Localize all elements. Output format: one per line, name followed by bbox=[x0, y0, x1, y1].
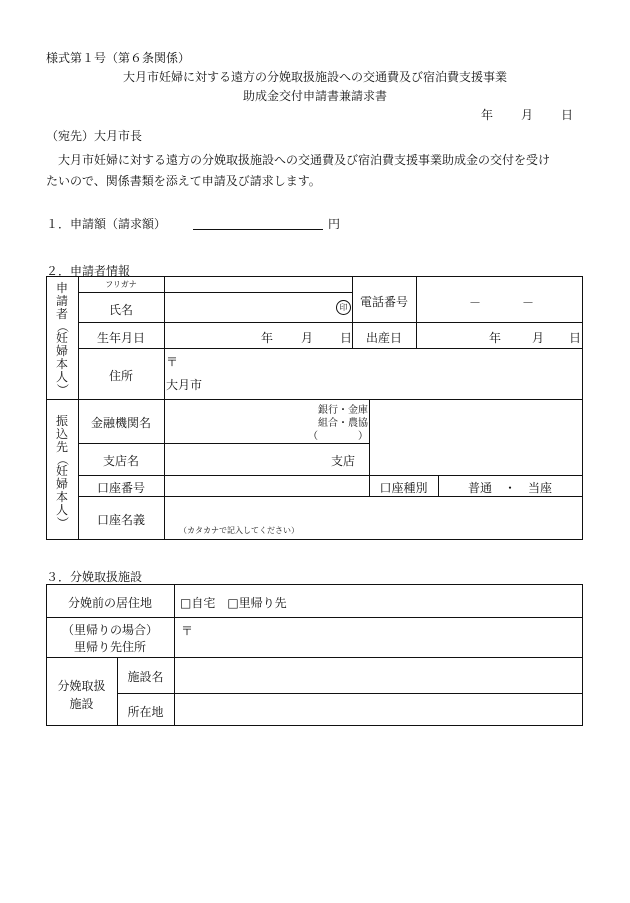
section3-label: ３．分娩取扱施設 bbox=[46, 570, 143, 584]
birthdate-label: 生年月日 bbox=[96, 331, 145, 345]
section2-label: ２．申請者情報 bbox=[46, 264, 131, 278]
bank-types-line3: （ ） bbox=[308, 431, 368, 442]
amount-unit: 円 bbox=[328, 217, 341, 231]
account-holder-input[interactable] bbox=[165, 497, 582, 539]
address-label: 住所 bbox=[108, 369, 133, 383]
amount-input[interactable] bbox=[193, 212, 323, 230]
date-month-label: 月 bbox=[521, 108, 534, 122]
form-title-line1: 大月市妊婦に対する遠方の分娩取扱施設への交通費及び宿泊費支援事業 bbox=[122, 70, 507, 84]
name-label: 氏名 bbox=[108, 303, 133, 317]
date-day-label: 日 bbox=[561, 108, 574, 122]
birthdate-input[interactable] bbox=[165, 323, 351, 347]
furigana-input[interactable] bbox=[165, 277, 351, 291]
phone-label: 電話番号 bbox=[359, 295, 408, 309]
facility-location-input[interactable] bbox=[175, 694, 582, 725]
hometown-label-line2: 里帰り先住所 bbox=[73, 640, 146, 654]
facility-name-input[interactable] bbox=[175, 658, 582, 692]
date-year-label: 年 bbox=[481, 108, 494, 122]
birth-year-label: 年 bbox=[261, 331, 274, 345]
address-input[interactable] bbox=[165, 349, 582, 398]
due-year-label: 年 bbox=[489, 331, 502, 345]
phone-separator-1: － bbox=[469, 296, 482, 310]
intro-text-line2: たいので、関係書類を添えて申請及び請求します。 bbox=[46, 174, 321, 188]
branch-suffix: 支店 bbox=[331, 454, 356, 468]
residence-options[interactable]: □自宅 □里帰り先 bbox=[180, 596, 287, 610]
facility-label-line2: 施設 bbox=[69, 697, 94, 711]
addressee: （宛先）大月市長 bbox=[46, 129, 143, 143]
due-date-label: 出産日 bbox=[365, 331, 402, 345]
birth-day-label: 日 bbox=[340, 331, 353, 345]
branch-input[interactable] bbox=[165, 444, 368, 474]
due-day-label: 日 bbox=[569, 331, 582, 345]
account-type-options[interactable]: 普通 ・ 当座 bbox=[467, 481, 552, 495]
seal-mark: 印 bbox=[336, 300, 351, 315]
residence-label: 分娩前の居住地 bbox=[67, 596, 152, 610]
transfer-vertical-label: 振 込 先 （ 妊 婦 本 人 ） bbox=[55, 414, 70, 529]
account-number-label: 口座番号 bbox=[96, 481, 145, 495]
address-city: 大月市 bbox=[166, 378, 203, 392]
account-holder-note: （カタカナで記入してください） bbox=[179, 526, 299, 535]
account-number-input[interactable] bbox=[165, 476, 368, 495]
hometown-label-line1: （里帰りの場合） bbox=[61, 623, 158, 637]
applicant-vertical-label: 申 請 者 （ 妊 婦 本 人 ） bbox=[55, 281, 70, 396]
form-number: 様式第１号（第６条関係） bbox=[46, 51, 191, 65]
birth-month-label: 月 bbox=[301, 331, 314, 345]
account-type-label: 口座種別 bbox=[379, 481, 428, 495]
bank-name-label: 金融機関名 bbox=[90, 416, 151, 430]
address-postal-mark: 〒 bbox=[166, 355, 179, 369]
due-month-label: 月 bbox=[532, 331, 545, 345]
facility-label-line1: 分娩取扱 bbox=[57, 679, 106, 693]
facility-location-label: 所在地 bbox=[127, 705, 164, 719]
bank-name-input[interactable] bbox=[165, 400, 368, 442]
branch-label: 支店名 bbox=[102, 454, 139, 468]
account-holder-label: 口座名義 bbox=[96, 513, 145, 527]
phone-input[interactable] bbox=[417, 277, 582, 321]
intro-text-line1: 大月市妊婦に対する遠方の分娩取扱施設への交通費及び宿泊費支援事業助成金の交付を受け bbox=[58, 153, 551, 167]
section1-label: １．申請額（請求額） bbox=[46, 217, 167, 231]
bank-types-line1: 銀行・金庫 bbox=[318, 405, 368, 416]
due-date-input[interactable] bbox=[417, 323, 582, 347]
name-input[interactable] bbox=[165, 293, 335, 321]
phone-separator-2: － bbox=[522, 296, 535, 310]
bank-types-line2: 組合・農協 bbox=[318, 418, 368, 429]
facility-name-label: 施設名 bbox=[127, 670, 164, 684]
hometown-postal-mark: 〒 bbox=[181, 624, 194, 638]
form-title-line2: 助成金交付申請書兼請求書 bbox=[242, 89, 387, 103]
hometown-address-input[interactable] bbox=[175, 618, 582, 656]
furigana-label: フリガナ bbox=[105, 280, 137, 289]
